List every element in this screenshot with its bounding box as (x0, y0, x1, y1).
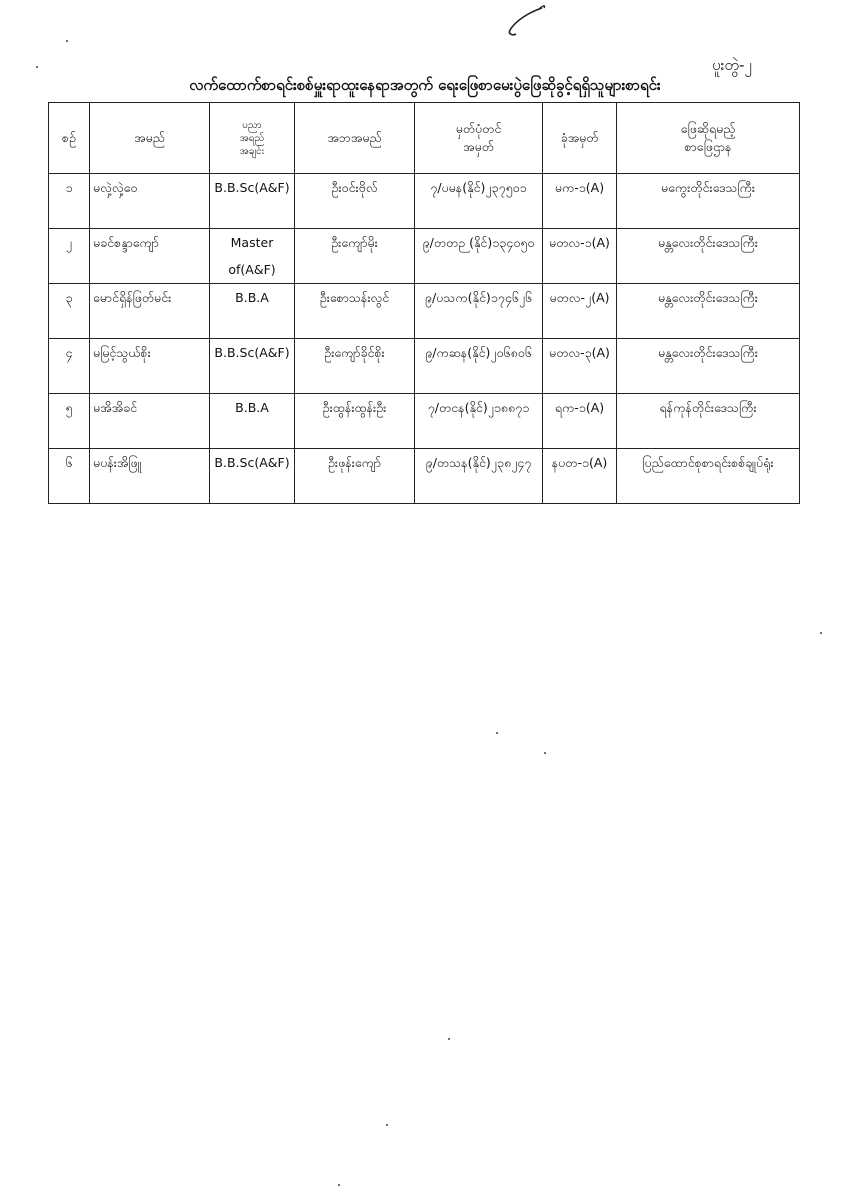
cell-nrc (415, 174, 543, 229)
cell-degree-line1: B.B.A (235, 290, 269, 305)
cell-center-line2: စာရင်းစစ်ချုပ်ရုံး (701, 455, 774, 470)
header-nrc (415, 103, 543, 174)
document-title: လက်ထောက်စာရင်းစစ်မှူးရာထူးနေရာအတွက် ရေးဖြေစာမေးပွဲဖြေဆိုခွင့်ရရှိသူများစာရင်း (189, 76, 661, 94)
cell-nrc (415, 339, 543, 394)
cell-nrc (415, 449, 543, 504)
cell-center-line1: ပြည်ထောင်စု (642, 455, 702, 470)
cell-father-name: ဦးကျော်မိုး (295, 229, 415, 284)
cell-no: ၆ (49, 449, 90, 504)
cell-degree-line1: B.B.Sc (214, 455, 255, 470)
cell-degree-line1: B.B.A (235, 400, 269, 415)
header-nrc-line2: အမှတ် (463, 139, 494, 154)
cell-degree (210, 339, 295, 394)
cell-nrc (415, 284, 543, 339)
cell-nrc-line2: ၂၁၈၈၇၁ (487, 400, 530, 415)
cell-roll-number (543, 394, 617, 449)
cell-no: ၁ (49, 174, 90, 229)
cell-name: မောင်ရှိန်ဖြတ်မင်း (90, 284, 210, 339)
cell-father-name: ဦးစောသန်းလွင် (295, 284, 415, 339)
cell-roll-number (543, 229, 617, 284)
scan-speck (66, 40, 68, 42)
cell-no: ၅ (49, 394, 90, 449)
cell-degree (210, 229, 295, 284)
cell-exam-center (617, 394, 800, 449)
cell-nrc (415, 229, 543, 284)
cell-roll-line2: (A) (589, 455, 608, 470)
header-degree-line1: ပညာ (242, 119, 262, 131)
table-row (49, 229, 800, 284)
cell-center-line1: မကွေးတိုင်းဒေသကြီး (660, 180, 756, 195)
scan-speck (820, 632, 822, 634)
scan-speck (544, 752, 546, 754)
header-degree-line2: အရည် (239, 132, 265, 144)
cell-degree-line2: (A&F) (254, 455, 290, 470)
cell-father-name: ဦးကျော်ခိုင်စိုး (295, 339, 415, 394)
cell-father-name: ဦးဖုန်းကျော် (295, 449, 415, 504)
cell-exam-center (617, 339, 800, 394)
cell-degree (210, 449, 295, 504)
cell-degree-line1: B.B.Sc (214, 345, 255, 360)
cell-center-line1: မန္တလေးတိုင်းဒေသကြီး (658, 235, 758, 250)
cell-nrc-line1: ၇/တငန(နိုင်) (427, 400, 488, 415)
cell-nrc-line1: ၉/ကဆန(နိုင်) (425, 345, 491, 360)
header-nrc-line1: မှတ်ပုံတင် (455, 120, 502, 136)
cell-roll-number (543, 339, 617, 394)
cell-roll-line1: မတလ-၃ (549, 345, 592, 360)
header-degree-line3: အချင်း (239, 145, 265, 157)
cell-exam-center (617, 284, 800, 339)
cell-roll-number (543, 449, 617, 504)
scan-speck (386, 1124, 388, 1126)
table-row (49, 174, 800, 229)
candidates-table (48, 102, 800, 504)
document-reference: ပူးတွဲ-၂ (712, 56, 752, 74)
cell-nrc-line2: ၁၇၄၆၂၆ (490, 290, 533, 305)
cell-degree-line1: Master of (228, 235, 274, 277)
cell-no: ၄ (49, 339, 90, 394)
cell-name: မလှဲ့လှဲ့ဝေ (90, 174, 210, 229)
cell-degree-line1: B.B.Sc (214, 180, 255, 195)
header-center-line2: စာဖြေဌာန (684, 139, 732, 154)
cell-degree-line2: (A&F) (240, 262, 276, 277)
cell-degree-line2: (A&F) (254, 345, 290, 360)
cell-no: ၂ (49, 229, 90, 284)
cell-nrc-line2: ၂၃၇၅၀၁ (485, 180, 527, 195)
header-center-line1: ဖြေဆိုရမည့် (680, 120, 736, 136)
cell-nrc-line1: ၇/ပမန(နိုင်) (430, 180, 486, 195)
cell-exam-center (617, 229, 800, 284)
cell-exam-center (617, 174, 800, 229)
cell-nrc-line2: ၂၀၆၈၀၆ (490, 345, 532, 360)
cell-roll-number (543, 174, 617, 229)
cell-no: ၃ (49, 284, 90, 339)
cell-center-line1: မန္တလေးတိုင်းဒေသကြီး (658, 290, 758, 305)
cell-center-line1: မန္တလေးတိုင်းဒေသကြီး (658, 345, 758, 360)
table-row (49, 449, 800, 504)
header-exam-center (617, 103, 800, 174)
cell-roll-line1: မတလ-၂ (549, 290, 592, 305)
cell-name: မမြင့်သွယ်စိုး (90, 339, 210, 394)
cell-exam-center (617, 449, 800, 504)
cell-nrc-line2: ၁၃၄၀၅၀ (492, 235, 535, 250)
header-degree (210, 103, 295, 174)
cell-nrc-line2: ၂၃၈၂၄၇ (490, 455, 532, 470)
cell-degree-line2: (A&F) (254, 180, 290, 195)
cell-roll-line2: (A) (591, 235, 610, 250)
cell-roll-line1: နပတ-၁ (551, 455, 589, 470)
cell-nrc (415, 394, 543, 449)
cell-center-line1: ရန်ကုန်တိုင်းဒေသကြီး (659, 400, 757, 415)
cell-roll-line1: မက-၁ (554, 180, 586, 195)
table-header-row (49, 103, 800, 174)
cell-nrc-line1: ၉/တတဉ (နိုင်) (422, 235, 493, 250)
cell-roll-line2: (A) (591, 290, 610, 305)
cell-name: မခင်စန္ဒာကျော် (90, 229, 210, 284)
scan-speck (338, 1184, 340, 1186)
cell-name: မပန်းအိဖြူ (90, 449, 210, 504)
scan-speck (496, 732, 498, 734)
pen-mark (500, 0, 560, 45)
cell-roll-number (543, 284, 617, 339)
cell-roll-line1: မတလ-၁ (549, 235, 592, 250)
table-row (49, 394, 800, 449)
cell-name: မအိအိခင် (90, 394, 210, 449)
header-father-name: အဘအမည် (295, 103, 415, 174)
cell-roll-line2: (A) (585, 180, 605, 195)
table-row (49, 339, 800, 394)
scan-speck (36, 66, 38, 68)
table-row (49, 284, 800, 339)
cell-roll-line1: ရက-၁ (554, 400, 586, 415)
cell-degree (210, 174, 295, 229)
cell-nrc-line1: ၉/ပသက(နိုင်) (424, 290, 491, 305)
cell-roll-line2: (A) (591, 345, 610, 360)
header-no: စဉ် (49, 103, 90, 174)
cell-father-name: ဦးဝင်းဗိုလ် (295, 174, 415, 229)
cell-degree (210, 394, 295, 449)
cell-roll-line2: (A) (585, 400, 605, 415)
cell-father-name: ဦးထွန်းထွန်းဦး (295, 394, 415, 449)
cell-degree (210, 284, 295, 339)
cell-nrc-line1: ၉/တသန(နိုင်) (425, 455, 491, 470)
header-roll-number: ခုံအမှတ် (543, 103, 617, 174)
scan-speck (448, 1038, 450, 1040)
header-name: အမည် (90, 103, 210, 174)
